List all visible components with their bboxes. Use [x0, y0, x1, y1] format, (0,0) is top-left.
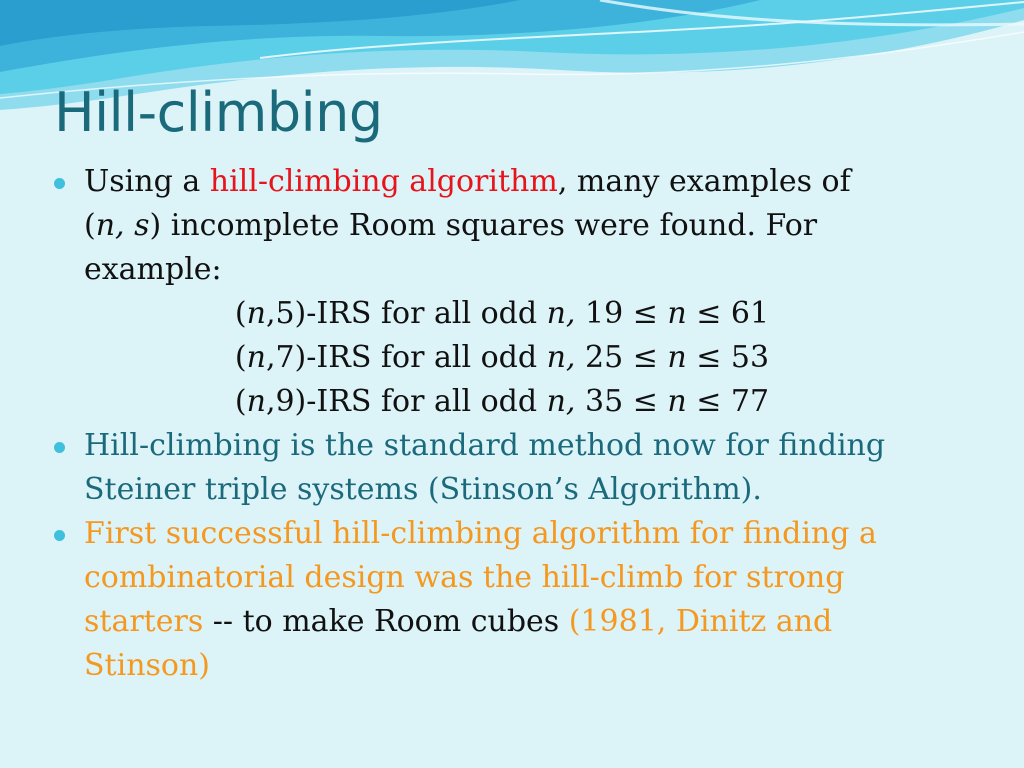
irs-range-b: ≤ 61 — [686, 296, 770, 331]
irs-n2: n, — [546, 340, 576, 375]
bullet1-line2-text: ) incomplete Room squares were found. For — [149, 208, 818, 243]
irs-line-5 — [52, 292, 920, 336]
irs-range-b: ≤ 77 — [686, 384, 770, 419]
bullet2-line2: Steiner triple systems (Stinson’s Algorithm). — [84, 472, 762, 507]
bullet-first-successful — [52, 512, 952, 556]
irs-range-b: ≤ 53 — [686, 340, 770, 375]
irs-n3: n — [667, 296, 687, 331]
starters-text: starters — [84, 604, 204, 639]
bullet1-line2 — [52, 204, 952, 248]
irs-mid: ,7)-IRS for all odd — [265, 340, 547, 375]
irs-n3: n — [667, 384, 687, 419]
irs-range-a: 25 ≤ — [575, 340, 668, 375]
bullet2-line1: Hill-climbing is the standard method now for finding — [84, 428, 886, 463]
irs-mid: ,9)-IRS for all odd — [265, 384, 547, 419]
irs-n: n — [246, 340, 266, 375]
irs-n3: n — [667, 340, 687, 375]
hill-climbing-algorithm-highlight: hill-climbing algorithm — [209, 164, 558, 199]
bullet-dot-icon — [54, 442, 65, 453]
bullet-dot-icon — [54, 178, 65, 189]
irs-mid: ,5)-IRS for all odd — [265, 296, 547, 331]
room-cubes-text: -- to make Room cubes — [203, 604, 569, 639]
bullet-standard-method — [52, 424, 952, 468]
bullet3-line3 — [52, 600, 952, 644]
irs-line-9 — [52, 380, 920, 424]
slide-body — [52, 160, 952, 688]
irs-n2: n, — [546, 296, 576, 331]
bullet1-line3: example: — [84, 252, 222, 287]
irs-range-a: 19 ≤ — [575, 296, 668, 331]
irs-line-7 — [52, 336, 920, 380]
irs-open: ( — [234, 384, 247, 419]
irs-n: n — [246, 384, 266, 419]
citation-text: (1981, Dinitz and — [568, 604, 833, 639]
bullet1-text-end: , many examples of — [557, 164, 851, 199]
bullet3-line1: First successful hill-climbing algorithm for finding a — [84, 516, 877, 551]
paren-open: ( — [84, 208, 96, 243]
bullet-hill-climbing-examples — [52, 160, 952, 204]
bullet3-line2: combinatorial design was the hill-climb for strong — [84, 560, 845, 595]
bullet3-line4: Stinson) — [84, 648, 211, 683]
bullet1-text: Using a — [84, 164, 210, 199]
irs-range-a: 35 ≤ — [575, 384, 668, 419]
irs-n: n — [246, 296, 266, 331]
irs-n2: n, — [546, 384, 576, 419]
irs-open: ( — [234, 296, 247, 331]
ns-variables: n, s — [95, 208, 150, 243]
bullet-dot-icon — [54, 530, 65, 541]
slide-title: Hill-climbing — [54, 81, 383, 144]
irs-open: ( — [234, 340, 247, 375]
